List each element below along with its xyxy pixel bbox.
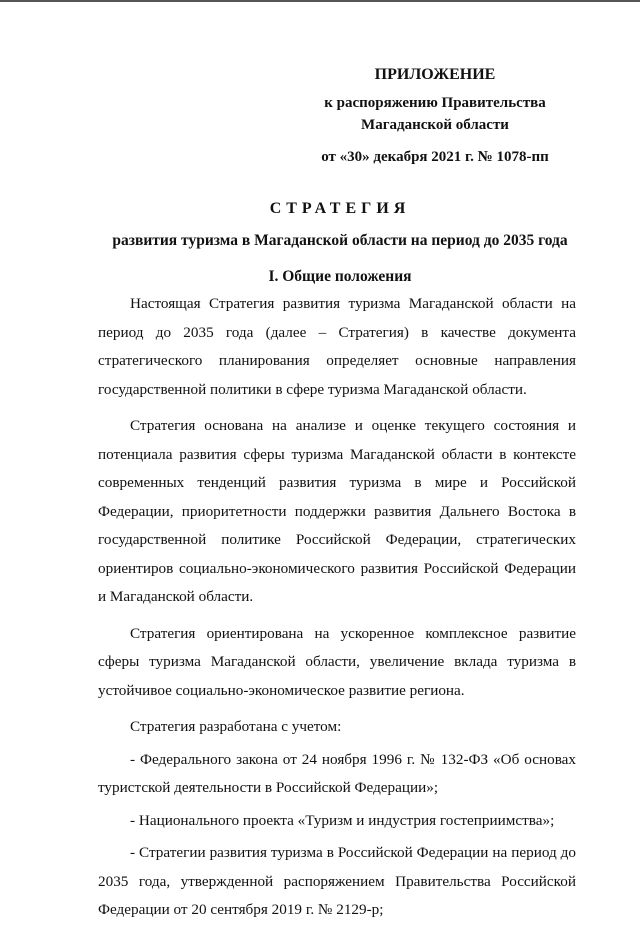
paragraph: Стратегия ориентирована на ускоренное комплексное развитие сферы туризма Магаданской области, увеличение вклада туризма в устойчивое социально-экономическое развитие региона. xyxy=(98,624,576,699)
appendix-line-1: к распоряжению Правительства xyxy=(324,95,546,111)
page-top-edge xyxy=(0,0,640,2)
document-body xyxy=(98,290,576,929)
document-subtitle: развития туризма в Магаданской области на период до 2035 года xyxy=(112,232,568,249)
list-item: - Федерального закона от 24 ноября 1996 г. № 132-ФЗ «Об основах туристской деятельности в Российской Федерации»; xyxy=(98,750,576,796)
appendix-line-3: от «30» декабря 2021 г. № 1078-пп xyxy=(321,149,549,165)
section-heading: I. Общие положения xyxy=(268,268,412,285)
list-item: - Национального проекта «Туризм и индустрия гостеприимства»; xyxy=(130,811,555,829)
paragraph: Настоящая Стратегия развития туризма Магаданской области на период до 2035 года (далее – Стратегия) в качестве документа стратегического планирования определяет основные направления государственной политики в сфере туризма Магаданской области. xyxy=(98,295,576,398)
paragraph: Стратегия основана на анализе и оценке текущего состояния и потенциала развития сферы туризма Магаданской области в контексте современных тенденций развития туризма в мире и Российской Федерации, приоритетности поддержки развития Дальнего Востока в государственной политике Российской Федерации, стратегических ориентиров социально-экономического развития Российской Федерации и Магаданской области. xyxy=(98,417,576,605)
paragraph: Стратегия разработана с учетом: xyxy=(130,718,342,735)
list-item: - Стратегии развития туризма в Российской Федерации на период до 2035 года, утвержденной распоряжением Правительства Российской Федерации от 20 сентября 2019 г. № 2129-р; xyxy=(98,844,576,918)
title-block xyxy=(80,198,600,288)
document-title: СТРАТЕГИЯ xyxy=(269,200,411,217)
appendix-block xyxy=(300,64,570,168)
appendix-line-2: Магаданской области xyxy=(361,117,509,133)
appendix-heading: ПРИЛОЖЕНИЕ xyxy=(374,66,496,83)
